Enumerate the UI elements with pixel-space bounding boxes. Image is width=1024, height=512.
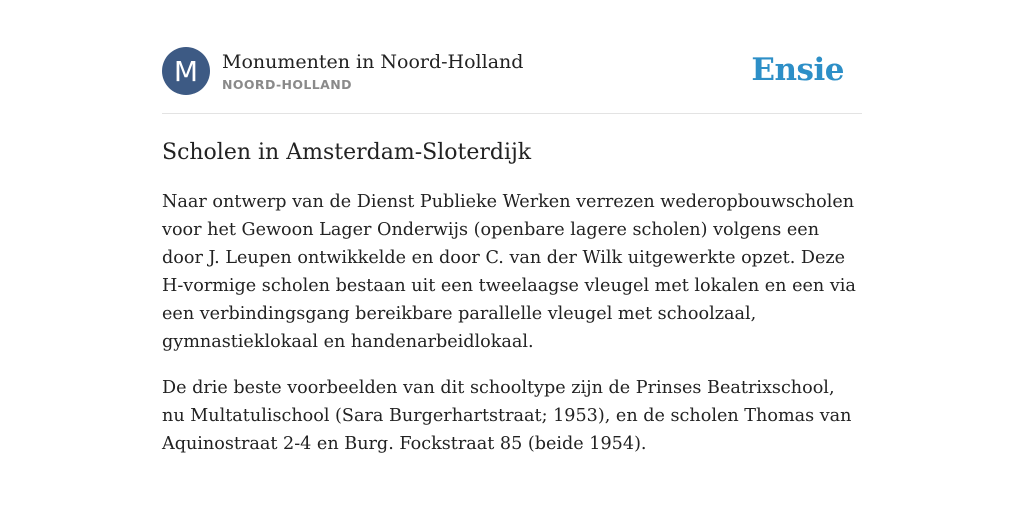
avatar[interactable]: M [162, 47, 210, 95]
paragraph: De drie beste voorbeelden van dit schooltype zijn de Prinses Beatrixschool, nu Multatulischool (Sara Burgerhartstraat; 1953), en de scholen Thomas van Aquinostraat 2-4 en Burg. Fockstraat 85 (beide 1954). [162, 378, 852, 454]
page-title: Scholen in Amsterdam-Sloterdijk [162, 140, 532, 165]
article-body [162, 188, 862, 458]
source-title[interactable]: Monumenten in Noord-Holland [222, 51, 524, 73]
header-divider [162, 113, 862, 114]
article-card [162, 44, 862, 476]
paragraph: Naar ontwerp van de Dienst Publieke Werken verrezen wederopbouwscholen voor het Gewoon Lager Onderwijs (openbare lagere scholen) volgens een door J. Leupen ontwikkelde en door C. van der Wilk uitgewerkte opzet. Deze H-vormige scholen bestaan uit een tweelaagse vleugel met lokalen en een via een verbindingsgang bereikbare parallelle vleugel met schoolzaal, gymnastieklokaal en handenarbeidlokaal. [162, 192, 856, 352]
card-header [162, 44, 862, 98]
brand-logo[interactable]: Ensie [751, 52, 844, 88]
source-info [222, 50, 523, 92]
source-subtitle[interactable]: NOORD-HOLLAND [222, 77, 352, 92]
